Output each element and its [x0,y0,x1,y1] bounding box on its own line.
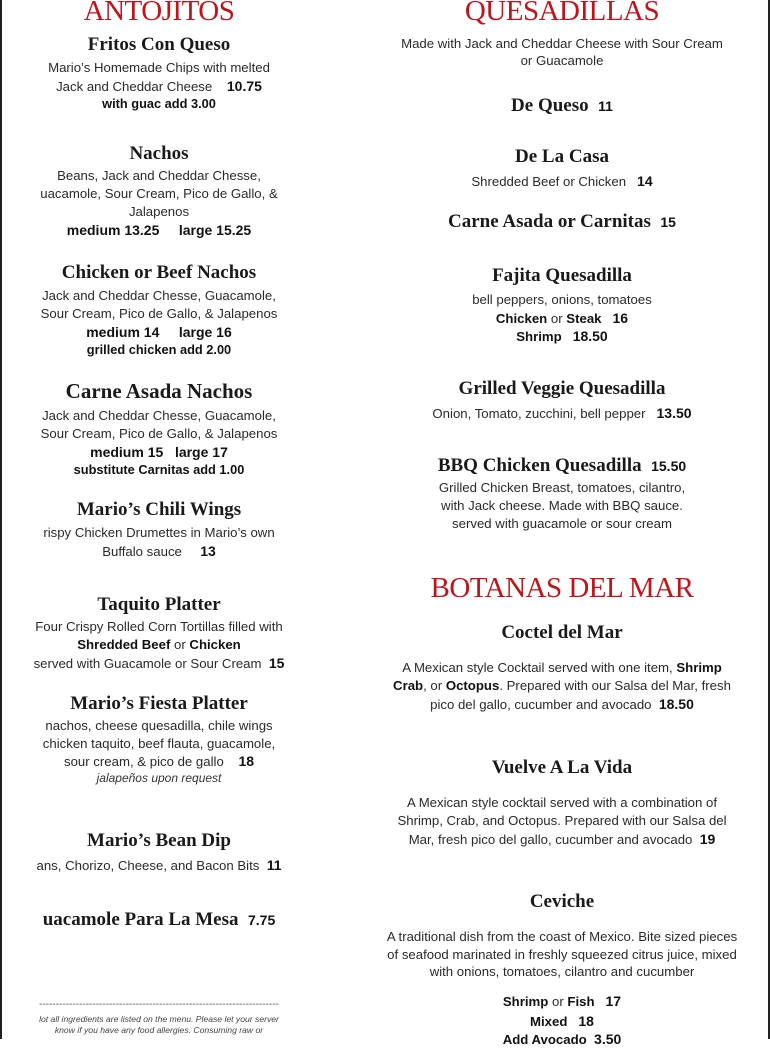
coctel-desc-3: pico del gallo, cucumber and avocado 18.50 [430,696,694,712]
carne-asada-q-price: 15 [660,214,676,230]
ceviche-desc-2: of seafood marinated in freshly squeezed citrus juice, mixed [387,947,737,962]
quesadillas-heading: QUESADILLAS [464,0,660,27]
coctel-title: Coctel del Mar [501,622,623,643]
fiesta-note: jalapeños upon request [96,771,222,785]
bbq-desc-3: served with guacamole or sour cream [452,516,672,531]
footnote-line-1: lot all ingredients are listed on the menu. Please let your server [39,1014,279,1024]
de-la-casa-desc: Shredded Beef or Chicken 14 [471,173,653,189]
fritos-title: Fritos Con Queso [87,34,231,55]
wings-title: Mario’s Chili Wings [76,499,242,520]
taquito-price: 15 [268,655,285,671]
cb-nachos-prices: medium 14 large 16 [86,324,232,340]
fritos-desc-1: Mario’s Homemade Chips with melted [48,60,270,75]
guac-price: 7.75 [248,912,276,928]
fiesta-desc-3: sour cream, & pico de gallo 18 [63,753,255,769]
guac-title: uacamole Para La Mesa 7.75 [42,909,276,930]
ca-nachos-prices: medium 15 large 17 [90,444,228,460]
quesadillas-intro-1: Made with Jack and Cheddar Cheese with Sour Cream [401,36,723,51]
bbq-title: BBQ Chicken Quesadilla 15.50 [437,455,687,476]
fajita-shrimp: Shrimp 18.50 [516,328,608,344]
nachos-title: Nachos [129,143,189,164]
wings-price: 13 [200,543,216,559]
nachos-desc-1: Beans, Jack and Cheddar Chesse, [57,168,261,183]
vuelve-desc-3: Mar, fresh pico del gallo, cucumber and avocado 19 [408,831,716,847]
ca-nachos-desc-2: Sour Cream, Pico de Gallo, & Jalapenos [40,426,278,441]
veggie-desc: Onion, Tomato, zucchini, bell pepper 13.50 [432,405,692,421]
cb-nachos-desc-2: Sour Cream, Pico de Gallo, & Jalapenos [40,306,278,321]
taquito-title: Taquito Platter [97,594,221,615]
ca-nachos-desc-1: Jack and Cheddar Chesse, Guacamole, [42,408,276,423]
wings-desc-1: rispy Chicken Drumettes in Mario’s own [43,525,275,540]
coctel-desc-1: A Mexican style Cocktail served with one item, Shrimp [402,660,722,675]
fiesta-price: 18 [238,753,255,769]
vuelve-title: Vuelve A La Vida [491,757,633,778]
botanas-heading: BOTANAS DEL MAR [430,572,694,604]
taquito-desc-3: served with Guacamole or Sour Cream 15 [33,655,285,671]
cb-nachos-desc-1: Jack and Cheddar Chesse, Guacamole, [42,288,276,303]
de-la-casa-title: De La Casa [515,146,609,167]
fajita-title: Fajita Quesadilla [492,265,632,286]
nachos-prices: medium 13.25 large 15.25 [66,222,252,238]
coctel-desc-2: Crab, or Octopus. Prepared with our Salsa del Mar, fresh [393,678,731,693]
bbq-price: 15.50 [651,458,687,474]
taquito-desc-1: Four Crispy Rolled Corn Tortillas filled with [35,619,283,634]
veggie-price: 13.50 [656,405,692,421]
de-queso-price: 11 [598,98,613,114]
cb-nachos-note: grilled chicken add 2.00 [86,342,232,357]
bbq-desc-1: Grilled Chicken Breast, tomatoes, cilantro, [438,480,686,495]
taquito-desc-2: Shredded Beef or Chicken [77,637,241,652]
fajita-desc: bell peppers, onions, tomatoes [472,292,652,307]
bean-dip-desc: ans, Chorizo, Cheese, and Bacon Bits 11 [36,857,282,873]
quesadillas-intro-2: or Guacamole [520,53,604,68]
vuelve-desc-2: Shrimp, Crab, and Octopus. Prepared with our Salsa del [397,813,727,828]
bbq-desc-2: with Jack cheese. Made with BBQ sauce. [441,498,683,513]
de-la-casa-price: 14 [637,173,653,189]
ceviche-desc-1: A traditional dish from the coast of Mexico. Bite sized pieces [386,929,738,944]
vuelve-price: 19 [699,831,716,847]
ceviche-opts: Shrimp or Fish 17 [502,993,622,1009]
veggie-title: Grilled Veggie Quesadilla [458,378,666,399]
cb-nachos-title: Chicken or Beef Nachos [61,262,257,283]
footnote-separator: ------------------------------------------------------------------------ [39,999,279,1010]
footnote-line-2: know if you have any food allergies. Consuming raw or [54,1025,264,1035]
ca-nachos-note: substitute Carnitas add 1.00 [73,462,245,477]
antojitos-heading: ANTOJITOS [83,0,235,27]
fritos-note: with guac add 3.00 [102,96,216,111]
fiesta-desc-2: chicken taquito, beef flauta, guacamole, [42,736,276,751]
carne-asada-q-title: Carne Asada or Carnitas 15 [448,211,676,232]
bean-dip-price: 11 [266,857,282,873]
de-queso-title: De Queso 11 [511,95,613,116]
vuelve-desc-1: A Mexican style cocktail served with a combination of [406,795,718,810]
nachos-desc-2: uacamole, Sour Cream, Pico de Gallo, & [40,186,278,201]
fajita-opts: Chicken or Steak 16 [495,310,629,326]
fritos-desc-2: Jack and Cheddar Cheese 10.75 [56,78,262,94]
ceviche-add: Add Avocado 3.50 [502,1031,622,1047]
fritos-price: 10.75 [226,78,262,94]
nachos-desc-3: Jalapenos [128,204,190,219]
coctel-price: 18.50 [658,696,694,712]
wings-desc-2: Buffalo sauce 13 [102,543,216,559]
fiesta-title: Mario’s Fiesta Platter [70,693,248,714]
ca-nachos-title: Carne Asada Nachos [65,379,253,403]
ceviche-desc-3: with onions, tomatoes, cilantro and cucumber [429,964,695,979]
ceviche-mixed: Mixed 18 [530,1013,594,1029]
bean-dip-title: Mario’s Bean Dip [87,830,231,851]
fiesta-desc-1: nachos, cheese quesadilla, chile wings [45,718,273,733]
ceviche-title: Ceviche [529,891,595,912]
